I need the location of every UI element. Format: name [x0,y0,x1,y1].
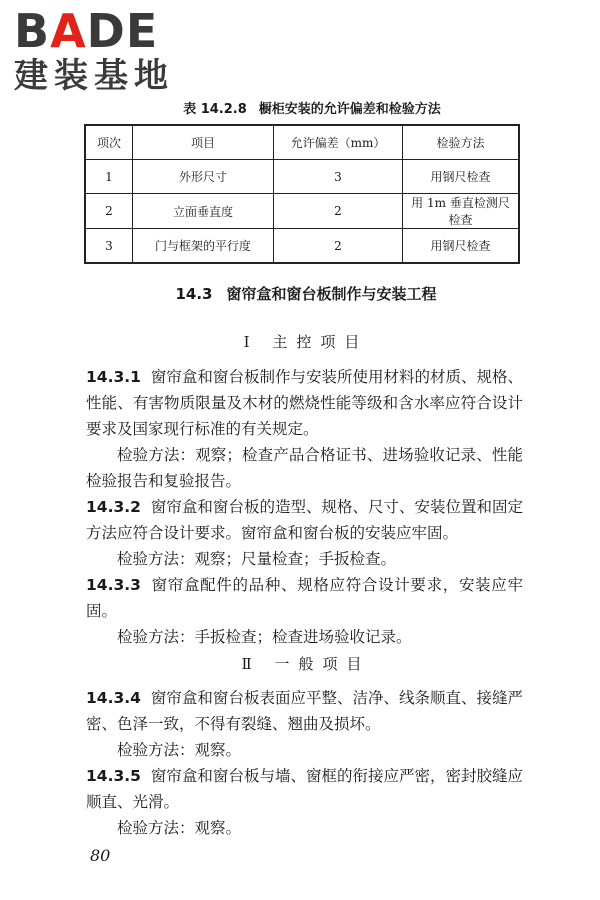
table-cell: 门与框架的平行度 [133,229,274,264]
table-caption-title: 橱柜安装的允许偏差和检验方法 [258,102,441,117]
table-cell: 2 [85,194,133,229]
table-cell: 3 [274,160,403,194]
table-caption-number: 表 14.2.8 [183,102,247,117]
clause-text: 窗帘盒配件的品种、规格应符合设计要求，安装应牢固。 [86,576,523,620]
clause-paragraph [86,494,523,546]
table-cell: 3 [85,229,133,264]
clause-text: 窗帘盒和窗台板制作与安装所使用材料的材质、规格、性能、有害物质限量及木材的燃烧性能等级和含水率应符合设计要求及国家现行标准的有关规定。 [86,368,523,438]
clause-paragraph [86,364,523,442]
table-caption [0,98,600,117]
clause-number: 14.3.4 [86,689,141,707]
clause-paragraph [86,685,523,737]
inspection-method: 检验方法：手扳检查；检查进场验收记录。 [117,628,412,646]
header-item-no: 项次 [85,125,133,160]
table-cell: 1 [85,160,133,194]
inspection-method: 检验方法：观察。 [117,741,242,759]
general-clauses [86,685,523,841]
table-cell: 用 1m 垂直检测尺检查 [403,194,520,229]
tolerance-table [84,124,520,264]
logo-wordmark: BADE [14,4,159,58]
header-item: 项目 [133,125,274,160]
table-cell: 2 [274,194,403,229]
clause-text: 窗帘盒和窗台板的造型、规格、尺寸、安装位置和固定方法应符合设计要求。窗帘盒和窗台板的安装应牢固。 [86,498,523,542]
section-title: 窗帘盒和窗台板制作与安装工程 [226,285,437,303]
header-method: 检验方法 [403,125,520,160]
logo-subtitle: 建装基地 [14,56,174,96]
page-number: 80 [90,846,111,865]
section-number: 14.3 [175,285,213,303]
table-row [85,160,519,194]
main-control-heading: Ⅰ 主控项目 [243,333,369,351]
header-tolerance: 允许偏差（mm） [274,125,403,160]
table-header-row [85,125,519,160]
inspection-method: 检验方法：观察；检查产品合格证书、进场验收记录、性能检验报告和复验报告。 [86,446,523,490]
table-cell: 用钢尺检查 [403,229,520,264]
table-cell: 立面垂直度 [133,194,274,229]
clause-number: 14.3.3 [86,576,141,594]
table-cell: 2 [274,229,403,264]
table-cell: 用钢尺检查 [403,160,520,194]
brand-logo [14,6,184,96]
table-row [85,194,519,229]
inspection-method: 检验方法：观察；尺量检查；手扳检查。 [117,550,397,568]
clause-number: 14.3.5 [86,767,141,785]
table-cell: 外形尺寸 [133,160,274,194]
clause-text: 窗帘盒和窗台板与墙、窗框的衔接应严密，密封胶缝应顺直、光滑。 [86,767,523,811]
clause-text: 窗帘盒和窗台板表面应平整、洁净、线条顺直、接缝严密、色泽一致，不得有裂缝、翘曲及损坏。 [86,689,523,733]
clause-paragraph [86,572,523,624]
inspection-method: 检验方法：观察。 [117,819,242,837]
clause-number: 14.3.1 [86,368,141,386]
general-items-heading: Ⅱ 一般项目 [241,655,371,673]
clause-paragraph [86,763,523,815]
clause-number: 14.3.2 [86,498,141,516]
section-heading [0,283,600,304]
main-control-clauses [86,364,523,650]
table-row [85,229,519,264]
